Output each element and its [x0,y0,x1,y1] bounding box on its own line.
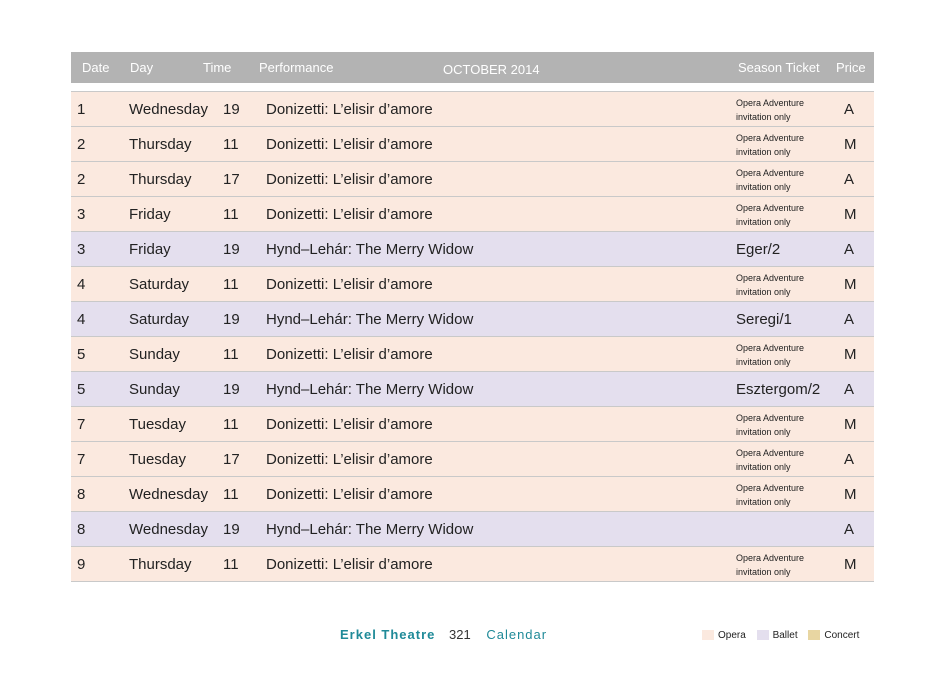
season-line-2: invitation only [736,567,791,577]
row-performance: Hynd–Lehár: The Merry Widow [266,381,474,398]
row-time: 11 [223,276,239,293]
row-performance: Donizetti: L’elisir d’amore [266,556,433,573]
row-date: 5 [77,346,86,363]
row-performance: Donizetti: L’elisir d’amore [266,486,433,503]
legend-label-concert: Concert [824,630,860,641]
header-performance: Performance [259,60,334,75]
row-season-ticket [736,166,816,194]
row-day: Saturday [129,276,190,293]
row-price: A [844,101,855,118]
season-line-2: invitation only [736,112,791,122]
table-row [71,231,874,266]
row-day: Tuesday [129,416,186,433]
season-line-1: Opera Adventure [736,483,805,493]
header-time: Time [203,60,232,75]
legend [702,630,867,641]
row-performance: Donizetti: L’elisir d’amore [266,171,433,188]
season-line-2: invitation only [736,357,791,367]
row-performance: Donizetti: L’elisir d’amore [266,416,433,433]
table-row [71,301,874,336]
table-row [71,546,874,582]
row-time: 19 [223,311,240,328]
season-line-2: invitation only [736,147,791,157]
page-number: 321 [449,627,471,642]
row-day: Tuesday [129,451,186,468]
table-row [71,441,874,476]
row-time: 19 [223,521,240,538]
row-time: 11 [223,556,239,573]
row-performance: Hynd–Lehár: The Merry Widow [266,241,474,258]
row-season-ticket [736,446,816,474]
row-season-ticket [736,551,816,579]
table-header [71,52,874,83]
season-line-1: Opera Adventure [736,343,805,353]
season-line-2: invitation only [736,287,791,297]
row-day: Thursday [129,556,192,573]
row-season-ticket [736,131,816,159]
legend-swatch-ballet [757,630,769,640]
row-day: Wednesday [129,521,208,538]
season-line-1: Opera Adventure [736,168,805,178]
row-day: Wednesday [129,101,208,118]
row-day: Sunday [129,381,180,398]
row-price: M [844,206,857,223]
row-date: 8 [77,521,86,538]
row-price: M [844,136,857,153]
legend-item-concert [808,630,859,641]
table-row [71,511,874,546]
table-row [71,161,874,196]
season-line-1: Opera Adventure [736,413,805,423]
table-row [71,336,874,371]
row-date: 8 [77,486,86,503]
table-row [71,126,874,161]
table-row [71,266,874,301]
footer-theatre: Erkel Theatre [340,627,436,642]
table-row [71,196,874,231]
row-season-ticket [736,481,816,509]
row-season-ticket: Esztergom/2 [736,381,821,398]
season-line-2: invitation only [736,462,791,472]
row-day: Thursday [129,136,192,153]
header-date: Date [82,60,110,75]
footer-section: Calendar [486,627,548,642]
row-price: A [844,381,855,398]
row-price: M [844,416,857,433]
row-performance: Donizetti: L’elisir d’amore [266,276,433,293]
season-line-1: Opera Adventure [736,133,805,143]
row-date: 7 [77,416,86,433]
page-footer [340,627,547,642]
row-date: 2 [77,136,86,153]
row-day: Friday [129,206,171,223]
header-day: Day [130,60,154,75]
row-day: Wednesday [129,486,208,503]
header-price: Price [836,60,866,75]
table-row [71,91,874,126]
row-performance: Donizetti: L’elisir d’amore [266,101,433,118]
row-time: 19 [223,241,240,258]
header-month: OCTOBER 2014 [443,62,540,77]
row-time: 11 [223,206,239,223]
table-row [71,371,874,406]
row-price: M [844,276,857,293]
row-price: A [844,451,855,468]
legend-item-opera [702,630,746,641]
row-season-ticket [736,341,816,369]
row-date: 4 [77,311,86,328]
row-time: 17 [223,171,240,188]
row-time: 11 [223,346,239,363]
season-line-2: invitation only [736,427,791,437]
row-day: Friday [129,241,171,258]
legend-swatch-concert [808,630,820,640]
season-line-1: Opera Adventure [736,98,805,108]
row-price: A [844,171,855,188]
season-line-2: invitation only [736,497,791,507]
performance-list [71,91,874,582]
row-date: 3 [77,241,86,258]
legend-item-ballet [757,630,798,641]
row-season-ticket [736,96,816,124]
row-time: 11 [223,416,239,433]
season-line-1: Opera Adventure [736,203,805,213]
header-season-ticket: Season Ticket [738,60,820,75]
row-date: 3 [77,206,86,223]
row-date: 4 [77,276,86,293]
row-season-ticket [736,201,816,229]
row-price: A [844,241,855,258]
season-line-1: Opera Adventure [736,448,805,458]
row-performance: Donizetti: L’elisir d’amore [266,136,433,153]
row-price: A [844,311,855,328]
row-date: 2 [77,171,86,188]
row-time: 11 [223,136,239,153]
row-performance: Hynd–Lehár: The Merry Widow [266,311,474,328]
row-date: 5 [77,381,86,398]
row-time: 19 [223,381,240,398]
row-time: 17 [223,451,240,468]
table-row [71,476,874,511]
row-performance: Donizetti: L’elisir d’amore [266,206,433,223]
row-price: M [844,346,857,363]
row-season-ticket: Eger/2 [736,241,781,258]
row-day: Saturday [129,311,190,328]
row-performance: Donizetti: L’elisir d’amore [266,451,433,468]
season-line-2: invitation only [736,217,791,227]
row-price: A [844,521,855,538]
row-performance: Hynd–Lehár: The Merry Widow [266,521,474,538]
row-date: 9 [77,556,86,573]
row-date: 7 [77,451,86,468]
season-line-2: invitation only [736,182,791,192]
row-day: Thursday [129,171,192,188]
season-line-1: Opera Adventure [736,273,805,283]
table-row [71,406,874,441]
row-season-ticket: Seregi/1 [736,311,792,328]
legend-swatch-opera [702,630,714,640]
row-price: M [844,486,857,503]
row-time: 11 [223,486,239,503]
row-season-ticket [736,411,816,439]
row-day: Sunday [129,346,180,363]
legend-label-opera: Opera [718,630,746,641]
row-season-ticket [736,271,816,299]
row-date: 1 [77,101,86,118]
row-performance: Donizetti: L’elisir d’amore [266,346,433,363]
season-line-1: Opera Adventure [736,553,805,563]
legend-label-ballet: Ballet [772,630,798,641]
row-time: 19 [223,101,240,118]
row-price: M [844,556,857,573]
